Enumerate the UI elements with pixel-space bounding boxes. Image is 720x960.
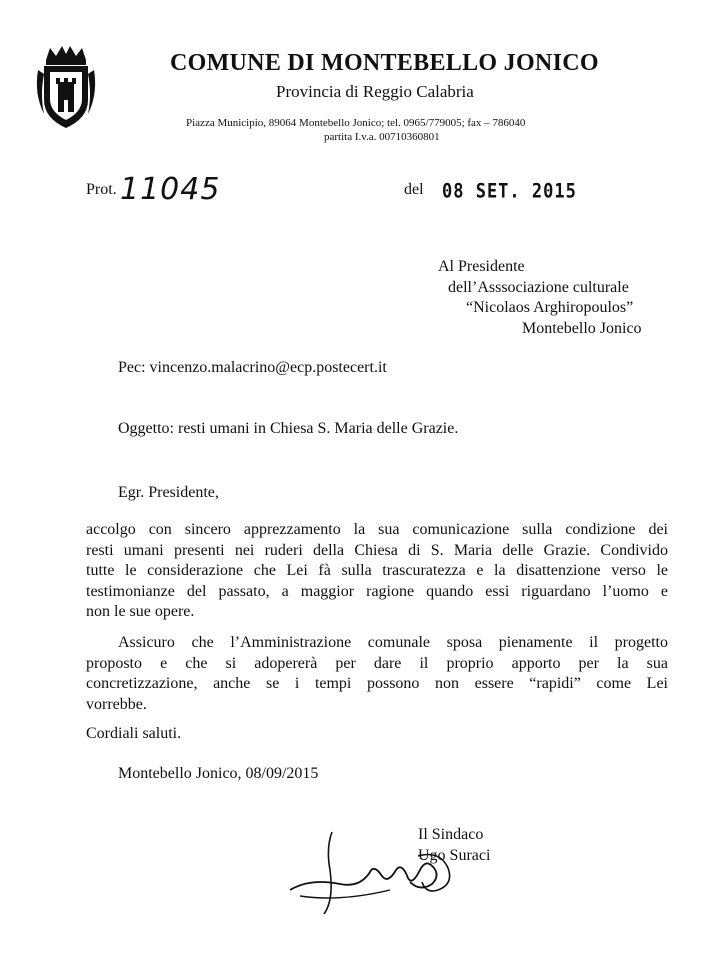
body-line: resti umani presenti nei ruderi della Chiesa di S. Maria delle Grazie. Condivido (86, 541, 668, 559)
coat-of-arms-icon (34, 44, 98, 130)
subject-line: Oggetto: resti umani in Chiesa S. Maria delle Grazie. (118, 420, 459, 437)
body-paragraph-1 (86, 520, 668, 623)
body-line: non le sue opere. (86, 603, 195, 620)
province-subtitle: Provincia di Reggio Calabria (276, 82, 474, 101)
recipient-line-3: “Nicolaos Arghiropoulos” (466, 299, 634, 316)
closing-greeting: Cordiali saluti. (86, 725, 182, 742)
recipient-line-1: Al Presidente (438, 258, 525, 275)
date-stamp: 08 SET. 2015 (442, 180, 577, 203)
signatory-name: Ugo Suraci (418, 847, 491, 864)
recipient-line-4: Montebello Jonico (522, 320, 642, 337)
place-and-date: Montebello Jonico, 08/09/2015 (118, 765, 319, 782)
salutation: Egr. Presidente, (118, 484, 219, 501)
pec-address: Pec: vincenzo.malacrino@ecp.postecert.it (118, 359, 387, 376)
signatory-role: Il Sindaco (418, 826, 484, 843)
body-paragraph-2 (86, 633, 668, 715)
body-line: concretizzazione, anche se i tempi possono non essere “rapidi” come Lei (86, 675, 668, 692)
municipality-title: COMUNE DI MONTEBELLO JONICO (170, 50, 599, 76)
body-line: vorrebbe. (86, 695, 147, 713)
body-line: accolgo con sincero apprezzamento la sua comunicazione sulla condizione dei (86, 521, 668, 538)
vat-number: partita I.v.a. 00710360801 (324, 131, 440, 143)
body-line: proposto e che si adopererà per dare il proprio apporto per la sua (86, 654, 668, 672)
handwritten-signature (270, 820, 470, 920)
protocol-label: Prot. (86, 181, 117, 198)
date-label: del (404, 181, 424, 198)
protocol-number-handwritten: 11045 (120, 172, 221, 207)
municipality-address: Piazza Municipio, 89064 Montebello Jonico; tel. 0965/779005; fax – 786040 (186, 117, 526, 129)
body-line: tutte le considerazione che Lei fà sulla trascuratezza e la disattenzione verso le (86, 562, 668, 579)
body-line: Assicuro che l’Amministrazione comunale sposa pienamente il progetto (118, 634, 668, 651)
body-line: testimonianze del passato, a maggior ragione quando essi riguardano l’uomo e (86, 582, 668, 600)
recipient-line-2: dell’Asssociazione culturale (448, 279, 629, 296)
